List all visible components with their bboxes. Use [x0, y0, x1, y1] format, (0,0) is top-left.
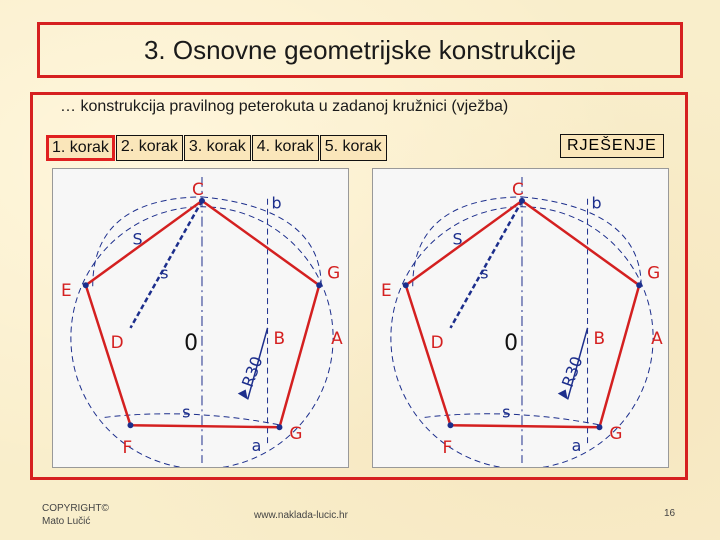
label-a-small: a	[571, 436, 582, 456]
label-g-bottom: G	[289, 423, 303, 444]
label-s-bottom: s	[182, 402, 191, 422]
page-number: 16	[664, 508, 676, 519]
website-link[interactable]: www.naklada-lucic.hr	[254, 510, 348, 521]
label-s-upper: S	[132, 229, 143, 249]
label-e: E	[380, 280, 392, 301]
label-r30: R30	[237, 353, 267, 390]
vertex-point	[276, 424, 282, 430]
label-s-upper: S	[452, 229, 463, 249]
solution-button[interactable]: RJEŠENJE	[560, 134, 664, 158]
step-buttons	[46, 135, 388, 161]
label-e: E	[60, 280, 72, 301]
label-a: A	[651, 327, 663, 348]
label-s-small: s	[160, 263, 169, 283]
label-b: B	[593, 327, 606, 348]
vertex-point	[83, 282, 89, 288]
copyright-line-1: COPYRIGHT©	[42, 503, 109, 514]
label-g-top: G	[327, 262, 341, 283]
step-4-button[interactable]: 4. korak	[252, 135, 319, 161]
vertex-point	[596, 424, 602, 430]
vertex-point	[403, 282, 409, 288]
label-r30: R30	[557, 353, 587, 390]
label-g-bottom: G	[609, 423, 623, 444]
label-s-small: s	[480, 263, 489, 283]
label-a: A	[331, 327, 343, 348]
vertex-point	[127, 422, 133, 428]
pentagon-diagram-right	[372, 168, 669, 468]
construction-line	[558, 390, 568, 400]
label-a-small: a	[251, 436, 262, 456]
label-c: C	[192, 178, 204, 199]
subtitle: … konstrukcija pravilnog peterokuta u zadanoj kružnici (vježba)	[60, 98, 509, 115]
label-c: C	[512, 178, 524, 199]
label-o: 0	[504, 330, 519, 356]
vertex-point	[636, 282, 642, 288]
copyright	[42, 502, 109, 528]
step-3-button[interactable]: 3. korak	[184, 135, 251, 161]
vertex-point	[447, 422, 453, 428]
construction-line	[238, 390, 248, 400]
label-f: F	[122, 437, 133, 458]
step-2-button[interactable]: 2. korak	[116, 135, 183, 161]
label-b: B	[273, 327, 286, 348]
step-5-button[interactable]: 5. korak	[320, 135, 387, 161]
label-f: F	[442, 437, 453, 458]
step-1-button[interactable]: 1. korak	[46, 135, 115, 161]
label-s-bottom: s	[502, 402, 511, 422]
label-o: 0	[184, 330, 199, 356]
label-g-top: G	[647, 262, 661, 283]
label-d: D	[430, 331, 444, 352]
page-title: 3. Osnovne geometrijske konstrukcije	[143, 34, 577, 65]
vertex-point	[316, 282, 322, 288]
copyright-line-2: Mato Lučić	[42, 516, 91, 527]
label-d: D	[110, 331, 124, 352]
label-b-small: b	[271, 193, 282, 213]
pentagon-diagram-left	[52, 168, 349, 468]
label-b-small: b	[591, 193, 602, 213]
title-frame	[37, 22, 683, 78]
